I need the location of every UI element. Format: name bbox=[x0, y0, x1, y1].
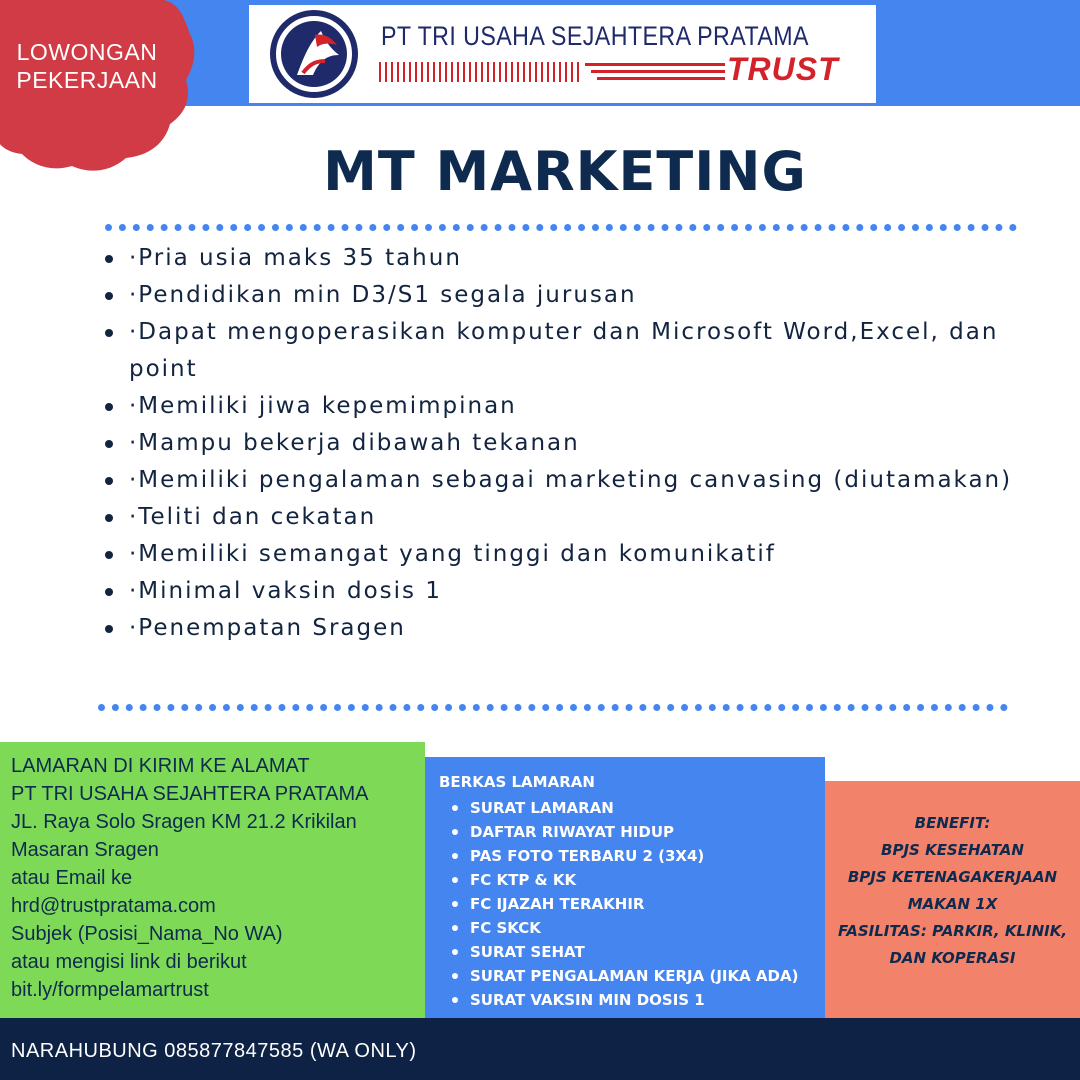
dotted-divider-bottom bbox=[98, 704, 1008, 711]
requirement-item: ·Memiliki semangat yang tinggi dan komunikatif bbox=[105, 536, 1035, 573]
documents-list bbox=[452, 796, 798, 1012]
benefit-list bbox=[825, 810, 1080, 972]
application-line: atau mengisi link di berikut bbox=[11, 951, 247, 973]
benefit-item: DAN KOPERASI bbox=[889, 949, 1016, 967]
job-vacancy-badge bbox=[0, 38, 174, 94]
application-line: Masaran Sragen bbox=[11, 839, 159, 861]
company-emblem-icon bbox=[269, 9, 359, 99]
badge-line-2: PEKERJAAN bbox=[16, 67, 158, 93]
requirement-item: ·Dapat mengoperasikan komputer dan Microsoft Word,Excel, dan point bbox=[105, 314, 1035, 388]
document-item: SURAT VAKSIN MIN DOSIS 1 bbox=[452, 988, 798, 1012]
application-email[interactable]: hrd@trustpratama.com bbox=[11, 895, 216, 917]
documents-title: BERKAS LAMARAN bbox=[439, 773, 595, 791]
application-address bbox=[11, 752, 421, 1004]
document-item: SURAT PENGALAMAN KERJA (JIKA ADA) bbox=[452, 964, 798, 988]
benefit-item: BPJS KETENAGAKERJAAN bbox=[847, 868, 1058, 886]
requirement-item: ·Pendidikan min D3/S1 segala jurusan bbox=[105, 277, 1035, 314]
application-line: LAMARAN DI KIRIM KE ALAMAT bbox=[11, 755, 310, 777]
application-link[interactable]: bit.ly/formpelamartrust bbox=[11, 979, 209, 1001]
badge-line-1: LOWONGAN bbox=[16, 39, 158, 65]
company-logo bbox=[249, 5, 876, 103]
document-item: PAS FOTO TERBARU 2 (3X4) bbox=[452, 844, 798, 868]
requirement-item: ·Minimal vaksin dosis 1 bbox=[105, 573, 1035, 610]
requirement-item: ·Memiliki pengalaman sebagai marketing canvasing (diutamakan) bbox=[105, 462, 1035, 499]
dotted-divider-top bbox=[105, 224, 1017, 231]
application-line: Subjek (Posisi_Nama_No WA) bbox=[11, 923, 283, 945]
requirement-item: ·Teliti dan cekatan bbox=[105, 499, 1035, 536]
benefit-item: MAKAN 1X bbox=[907, 895, 998, 913]
benefit-item: BPJS KESEHATAN bbox=[881, 841, 1024, 859]
logo-brand-name: TRUST bbox=[727, 51, 839, 87]
application-line: PT TRI USAHA SEJAHTERA PRATAMA bbox=[11, 783, 369, 805]
document-item: FC IJAZAH TERAKHIR bbox=[452, 892, 798, 916]
benefit-title: BENEFIT: bbox=[914, 814, 991, 832]
requirement-item: ·Memiliki jiwa kepemimpinan bbox=[105, 388, 1035, 425]
contact-number[interactable]: NARAHUBUNG 085877847585 (WA ONLY) bbox=[11, 1040, 417, 1062]
application-line: JL. Raya Solo Sragen KM 21.2 Krikilan bbox=[11, 811, 357, 833]
logo-speed-lines bbox=[379, 60, 729, 84]
document-item: SURAT SEHAT bbox=[452, 940, 798, 964]
requirement-item: ·Penempatan Sragen bbox=[105, 610, 1035, 647]
document-item: FC KTP & KK bbox=[452, 868, 798, 892]
application-line: atau Email ke bbox=[11, 867, 133, 889]
requirement-item: ·Mampu bekerja dibawah tekanan bbox=[105, 425, 1035, 462]
benefit-item: FASILITAS: PARKIR, KLINIK, bbox=[837, 922, 1068, 940]
document-item: DAFTAR RIWAYAT HIDUP bbox=[452, 820, 798, 844]
document-item: SURAT LAMARAN bbox=[452, 796, 798, 820]
logo-company-name: PT TRI USAHA SEJAHTERA PRATAMA bbox=[381, 21, 809, 51]
requirements-list bbox=[105, 240, 1035, 647]
job-title: MT MARKETING bbox=[323, 140, 807, 203]
document-item: FC SKCK bbox=[452, 916, 798, 940]
requirement-item: ·Pria usia maks 35 tahun bbox=[105, 240, 1035, 277]
